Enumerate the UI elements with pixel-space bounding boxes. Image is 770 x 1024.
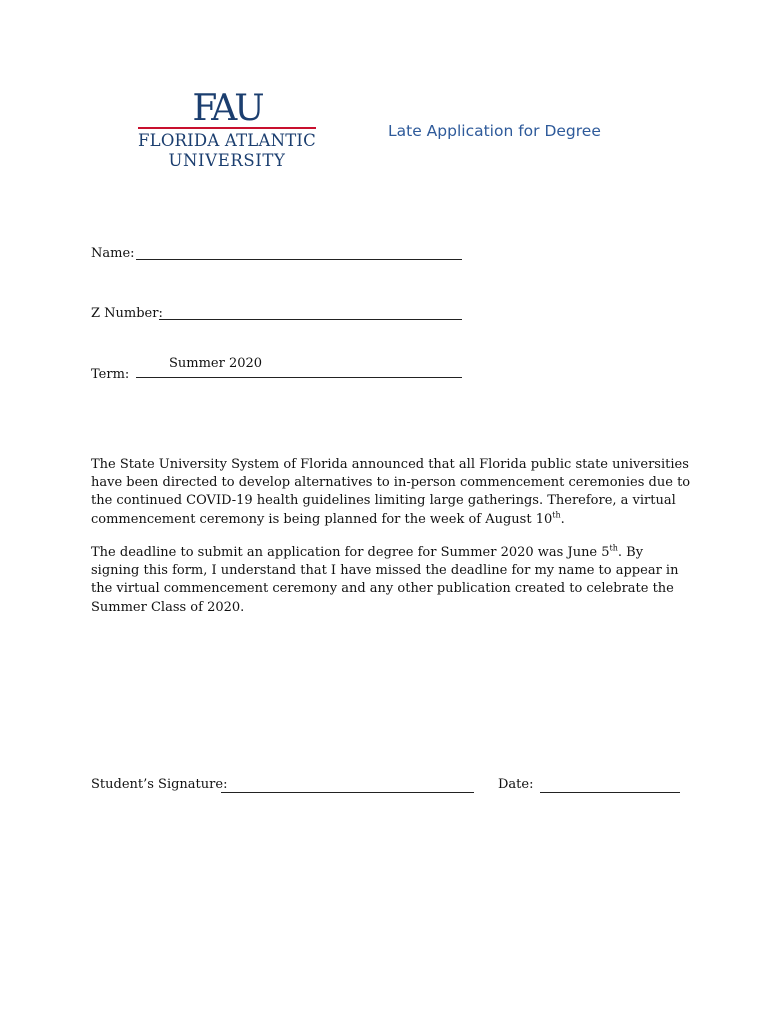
fau-logo-mark-text: FAU (192, 88, 262, 126)
paragraph-deadline (91, 544, 691, 617)
logo-line-1: FLORIDA ATLANTIC (138, 131, 316, 150)
paragraph-announcement-end: . (560, 511, 565, 527)
document-title: Late Application for Degree (388, 122, 601, 140)
signature-field[interactable] (221, 792, 474, 793)
ordinal-suffix: th (609, 543, 618, 553)
logo-line-2: UNIVERSITY (168, 151, 286, 170)
name-label: Name: (91, 246, 135, 261)
paragraph-announcement (91, 456, 691, 529)
logo-red-rule (138, 127, 316, 129)
term-value: Summer 2020 (169, 356, 263, 371)
znumber-label: Z Number: (91, 306, 163, 321)
signature-label: Student’s Signature: (91, 777, 228, 792)
paragraph-deadline-text-a: The deadline to submit an application for degree for Summer 2020 was June 5 (91, 545, 610, 560)
term-field[interactable] (136, 377, 462, 378)
date-label: Date: (498, 777, 534, 792)
fau-logo-mark (182, 86, 272, 126)
date-field[interactable] (540, 792, 680, 793)
paragraph-deadline-text-b: . By signing this form, I understand that I have missed the deadline for my name to appear in the virtual commencement ceremony and any other publication created to celebrate the Summer Class of 2020. (91, 545, 679, 615)
ordinal-suffix: th (552, 510, 561, 520)
fau-logo (136, 86, 318, 176)
name-field[interactable] (136, 259, 462, 260)
term-label: Term: (91, 367, 130, 382)
paragraph-announcement-text: The State University System of Florida announced that all Florida public state universities have been directed to develop alternatives to in-person commencement ceremonies due to the continued COVID-19 health guidelines limiting large gatherings. Therefore, a virtual commencement ceremony is being planned for the week of August 10 (91, 457, 691, 527)
znumber-field[interactable] (159, 319, 462, 320)
